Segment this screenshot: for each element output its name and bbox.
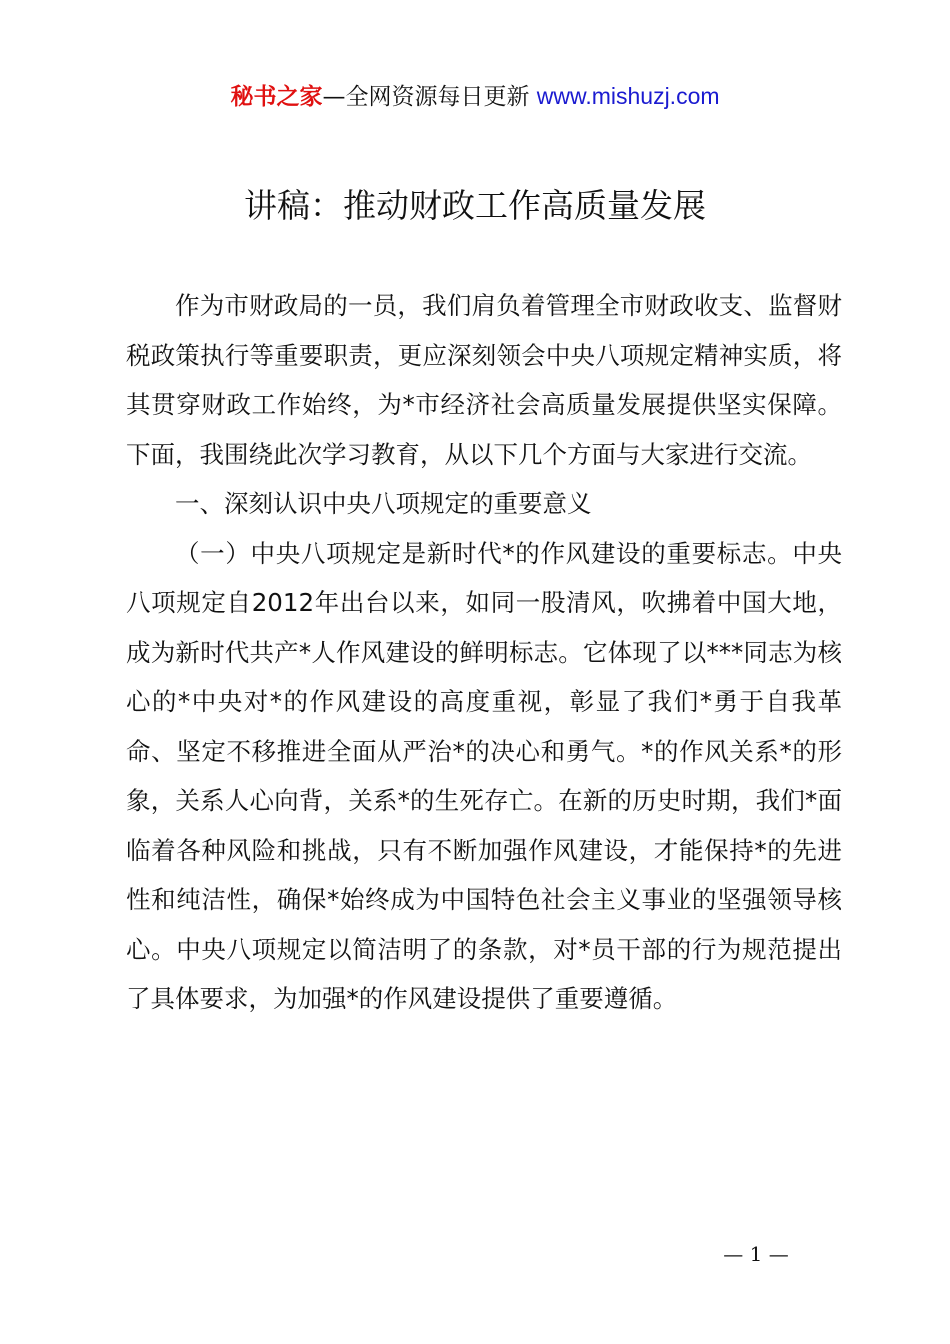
site-header (0, 80, 950, 113)
section-heading: 一、深刻认识中央八项规定的重要意义 (175, 489, 592, 518)
site-url-link[interactable]: www.mishuzj.com (536, 83, 720, 109)
header-tagline: —全网资源每日更新 (322, 84, 537, 110)
subsection-paragraph: （一）中央八项规定是新时代*的作风建设的重要标志。中央八项规定自2012年出台以来，如同一股清风，吹拂着中国大地，成为新时代共产*人作风建设的鲜明标志。它体现了以***同志为核心的*中央对*的作风建设的高度重视，彰显了我们*勇于自我革命、坚定不移推进全面从严治*的决心和勇气。*的作风关系*的形象，关系人心向背，关系*的生死存亡。在新的历史时期，我们*面临着各种风险和挑战，只有不断加强作风建设，才能保持*的先进性和纯洁性，确保*始终成为中国特色社会主义事业的坚强领导核心。中央八项规定以简洁明了的条款，对*员干部的行为规范提出了具体要求，为加强*的作风建设提供了重要遵循。 (126, 538, 842, 1013)
page-number: — 1 — (723, 1242, 789, 1266)
document-title: 讲稿：推动财政工作高质量发展 (244, 186, 706, 225)
document-body (126, 281, 842, 1024)
intro-paragraph: 作为市财政局的一员，我们肩负着管理全市财政收支、监督财税政策执行等重要职责，更应深刻领会中央八项规定精神实质，将其贯穿财政工作始终，为*市经济社会高质量发展提供坚实保障。下面，我围绕此次学习教育，从以下几个方面与大家进行交流。 (126, 291, 842, 469)
brand-name: 秘书之家 (230, 84, 323, 110)
